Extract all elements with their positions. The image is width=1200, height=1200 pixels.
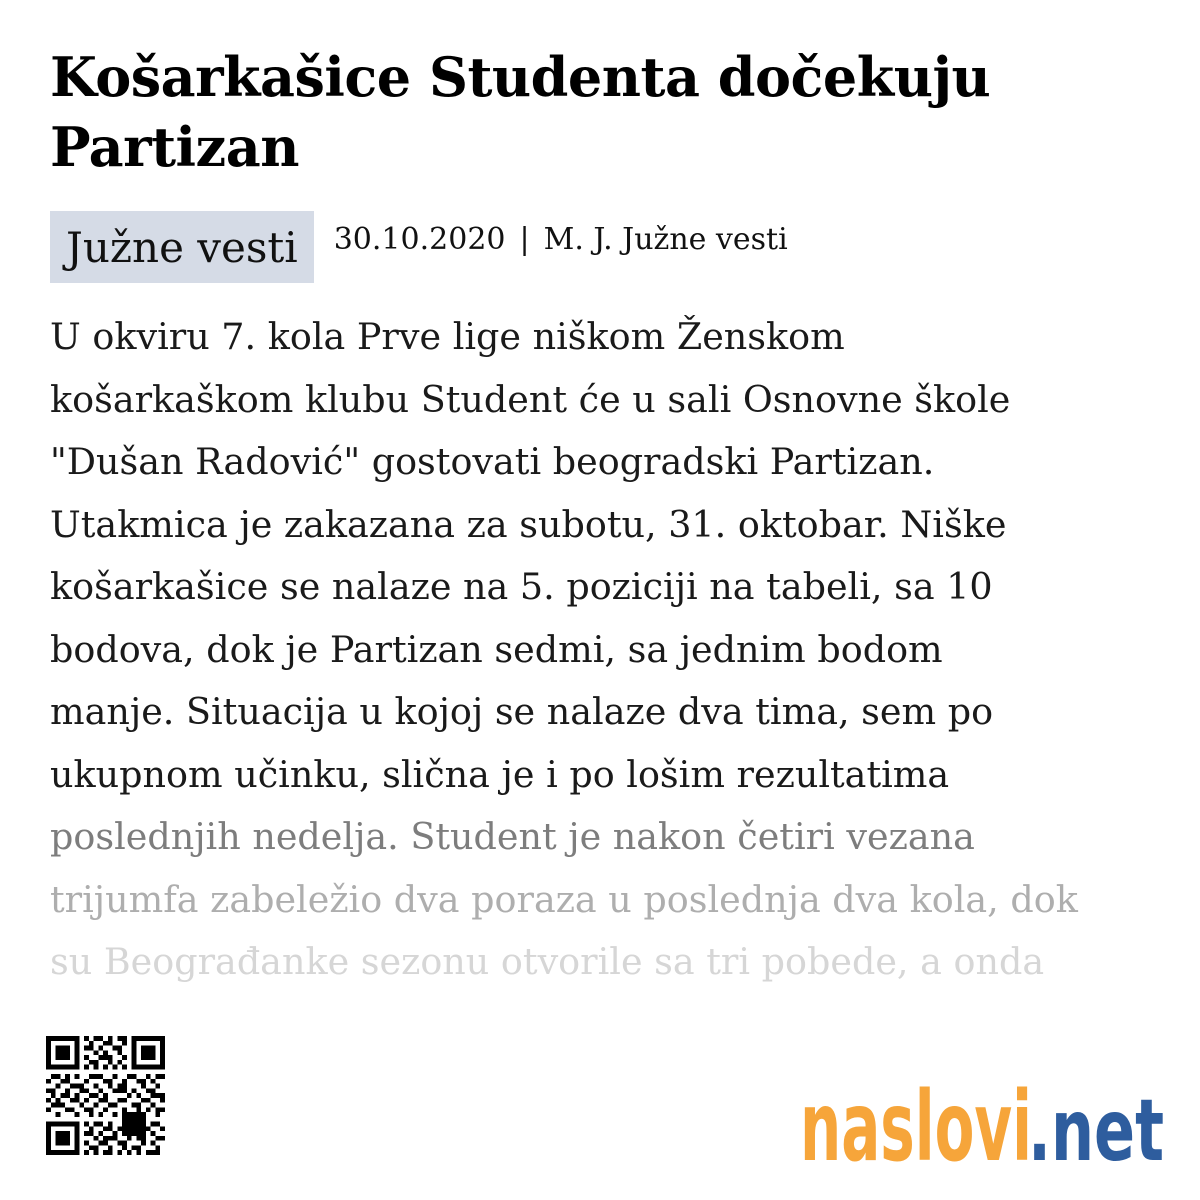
logo-text-tld: .net [1028, 1081, 1164, 1172]
meta-line [334, 220, 788, 260]
body-line: trijumfa zabeležio dva poraza u poslednja dva kola, dok [50, 877, 1078, 921]
body-line: poslednjih nedelja. Student je nakon četiri vezana [50, 815, 975, 858]
logo-text-main: naslovi [800, 1071, 1032, 1172]
article-date: 30.10.2020 [333, 222, 506, 257]
qr-code-icon[interactable] [46, 1036, 165, 1155]
body-line: su Beograđanke sezonu otvorile sa tri pobede, a onda [50, 940, 1045, 983]
body-line: bodova, dok je Partizan sedmi, sa jednim bodom [50, 627, 943, 671]
article-title: Košarkašice Studenta dočekuju Partizan [50, 45, 991, 179]
article-meta [50, 211, 788, 283]
body-line: manje. Situacija u kojoj se nalaze dva tima, sem po [50, 690, 994, 733]
body-line: Utakmica je zakazana za subotu, 31. oktobar. Niške [50, 502, 1007, 546]
naslovi-logo[interactable] [800, 1052, 1170, 1172]
source-tag[interactable]: Južne vesti [50, 211, 314, 283]
article-body [50, 306, 1160, 1006]
article-author: M. J. Južne vesti [543, 222, 788, 257]
body-line: "Dušan Radović" gostovati beogradski Partizan. [50, 440, 935, 483]
body-line: košarkaškom klubu Student će u sali Osnovne škole [50, 377, 1011, 421]
body-line: U okviru 7. kola Prve lige niškom Ženskom [50, 315, 845, 358]
body-line: košarkašice se nalaze na 5. poziciji na tabeli, sa 10 [50, 565, 993, 608]
body-line: ukupnom učinku, slična je i po lošim rezultatima [50, 752, 950, 796]
meta-separator: | [519, 222, 530, 257]
